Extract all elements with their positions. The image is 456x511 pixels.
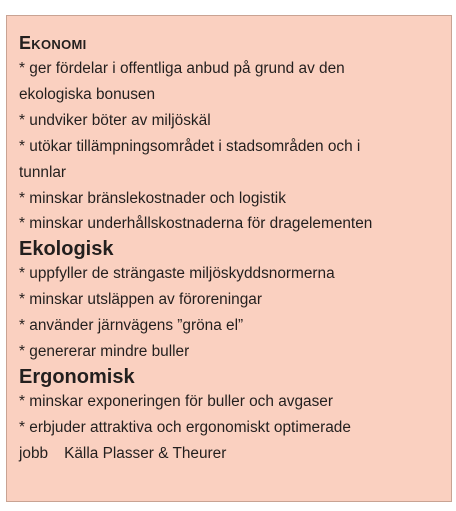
list-item: ekologiska bonusen <box>19 85 156 103</box>
source-credit: Källa Plasser & Theurer <box>64 444 227 462</box>
benefits-box <box>6 15 452 502</box>
list-item: * utökar tillämpningsområdet i stadsområden och i <box>19 137 361 155</box>
list-item: tunnlar <box>19 163 67 181</box>
section-heading-economy: Ekonomi <box>19 33 87 53</box>
list-item: * undviker böter av miljöskäl <box>19 111 211 129</box>
list-item: * minskar utsläppen av föroreningar <box>19 291 262 309</box>
section-heading-ecological: Ekologisk <box>19 238 114 261</box>
list-item-continuation: jobb <box>19 444 49 462</box>
list-item: * minskar exponeringen för buller och avgaser <box>19 392 333 410</box>
list-item: * genererar mindre buller <box>19 343 190 361</box>
list-item: * använder järnvägens ”gröna el” <box>19 317 244 335</box>
list-item: * erbjuder attraktiva och ergonomiskt optimerade <box>19 418 351 436</box>
list-item: * minskar underhållskostnaderna för dragelementen <box>19 215 373 233</box>
last-line <box>19 441 443 467</box>
list-item: * ger fördelar i offentliga anbud på grund av den <box>19 60 345 77</box>
list-item: * uppfyller de strängaste miljöskyddsnormerna <box>19 265 335 283</box>
list-item: * minskar bränslekostnader och logistik <box>19 189 286 207</box>
section-heading-ergonomic: Ergonomisk <box>19 365 135 388</box>
